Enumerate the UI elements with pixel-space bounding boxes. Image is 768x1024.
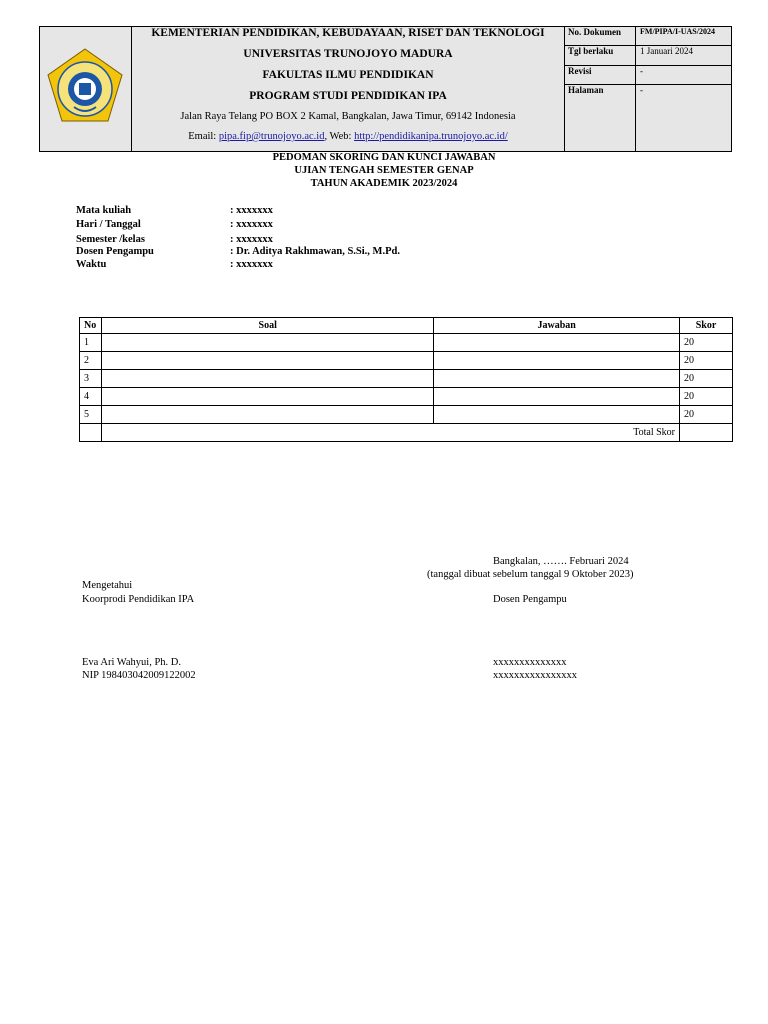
university-seal-icon: [46, 47, 124, 125]
table-row: [80, 388, 733, 406]
cell-question[interactable]: [101, 370, 433, 388]
meta-value-revision: -: [640, 66, 643, 76]
meta-label-valid-date: Tgl berlaku: [568, 46, 614, 56]
meta-value-doc-number: FM/PIPA/I-UAS/2024: [640, 27, 715, 36]
meta-label-page: Halaman: [568, 85, 604, 95]
cell-question[interactable]: [101, 388, 433, 406]
cell-answer[interactable]: [434, 370, 680, 388]
ministry-name: KEMENTERIAN PENDIDIKAN, KEBUDAYAAN, RISET DAN TEKNOLOGI: [151, 27, 545, 39]
meta-label-revision: Revisi: [568, 66, 592, 76]
cell-answer[interactable]: [434, 352, 680, 370]
meta-value-page: -: [640, 85, 643, 95]
cell-no: 2: [80, 352, 102, 370]
cell-empty: [80, 424, 102, 442]
lecturer-nip: xxxxxxxxxxxxxxxx: [493, 670, 577, 681]
total-row: [80, 424, 733, 442]
info-label-lecturer: Dosen Pengampu: [76, 246, 154, 257]
cell-question[interactable]: [101, 334, 433, 352]
document-title-line-2: UJIAN TENGAH SEMESTER GENAP: [294, 165, 474, 176]
table-header-row: [80, 318, 733, 334]
contact-line: Email: pipa.fip@trunojoyo.ac.id, Web: http://pendidikanipa.trunojoyo.ac.id/: [188, 131, 508, 142]
cell-question[interactable]: [101, 406, 433, 424]
document-title-line-1: PEDOMAN SKORING DAN KUNCI JAWABAN: [272, 152, 496, 163]
table-row: [80, 334, 733, 352]
meta-value-valid-date: 1 Januari 2024: [640, 46, 693, 56]
meta-label-doc-number: No. Dokumen: [568, 27, 622, 37]
cell-no: 1: [80, 334, 102, 352]
document-header: [39, 26, 732, 152]
total-score-value[interactable]: [680, 424, 733, 442]
email-label: Email:: [188, 131, 217, 142]
column-header-no: No: [80, 318, 102, 334]
column-header-answer: Jawaban: [434, 318, 680, 334]
address: Jalan Raya Telang PO BOX 2 Kamal, Bangkalan, Jawa Timur, 69142 Indonesia: [180, 111, 516, 122]
web-label: Web:: [329, 131, 352, 142]
column-header-score: Skor: [680, 318, 733, 334]
cell-score: 20: [680, 406, 733, 424]
date-note: (tanggal dibuat sebelum tanggal 9 Oktober 2023): [427, 569, 634, 580]
place-date: Bangkalan, ……. Februari 2024: [493, 556, 629, 567]
cell-no: 5: [80, 406, 102, 424]
cell-score: 20: [680, 388, 733, 406]
info-label-time: Waktu: [76, 259, 107, 270]
web-link[interactable]: http://pendidikanipa.trunojoyo.ac.id/: [354, 131, 508, 142]
table-row: [80, 352, 733, 370]
lecturer-name: xxxxxxxxxxxxxx: [493, 657, 567, 668]
cell-question[interactable]: [101, 352, 433, 370]
total-score-label: Total Skor: [101, 424, 679, 442]
coordinator-name: Eva Ari Wahyui, Ph. D.: [82, 657, 181, 668]
cell-answer[interactable]: [434, 388, 680, 406]
university-name: UNIVERSITAS TRUNOJOYO MADURA: [243, 48, 453, 60]
lecturer-title: Dosen Pengampu: [493, 594, 567, 605]
email-link[interactable]: pipa.fip@trunojoyo.ac.id: [218, 131, 325, 142]
column-header-question: Soal: [101, 318, 433, 334]
cell-score: 20: [680, 352, 733, 370]
cell-no: 4: [80, 388, 102, 406]
cell-no: 3: [80, 370, 102, 388]
coordinator-nip: NIP 198403042009122002: [82, 670, 196, 681]
table-row: [80, 406, 733, 424]
acknowledged-label: Mengetahui: [82, 580, 133, 591]
cell-answer[interactable]: [434, 334, 680, 352]
info-value-lecturer: : Dr. Aditya Rakhmawan, S.Si., M.Pd.: [230, 246, 400, 257]
document-title-line-3: TAHUN AKADEMIK 2023/2024: [310, 178, 458, 189]
info-label-semester: Semester /kelas: [76, 234, 145, 245]
info-label-course: Mata kuliah: [76, 205, 132, 216]
info-label-date: Hari / Tanggal: [76, 219, 141, 230]
cell-answer[interactable]: [434, 406, 680, 424]
info-value-semester: : xxxxxxx: [230, 234, 273, 245]
table-row: [80, 370, 733, 388]
cell-score: 20: [680, 370, 733, 388]
cell-score: 20: [680, 334, 733, 352]
scoring-table: [79, 317, 733, 442]
info-value-date: : xxxxxxx: [230, 219, 273, 230]
info-value-course: : xxxxxxx: [230, 205, 273, 216]
info-value-time: : xxxxxxx: [230, 259, 273, 270]
coordinator-title: Koorprodi Pendidikan IPA: [82, 594, 195, 605]
faculty-name: FAKULTAS ILMU PENDIDIKAN: [262, 69, 434, 81]
program-name: PROGRAM STUDI PENDIDIKAN IPA: [249, 90, 447, 102]
